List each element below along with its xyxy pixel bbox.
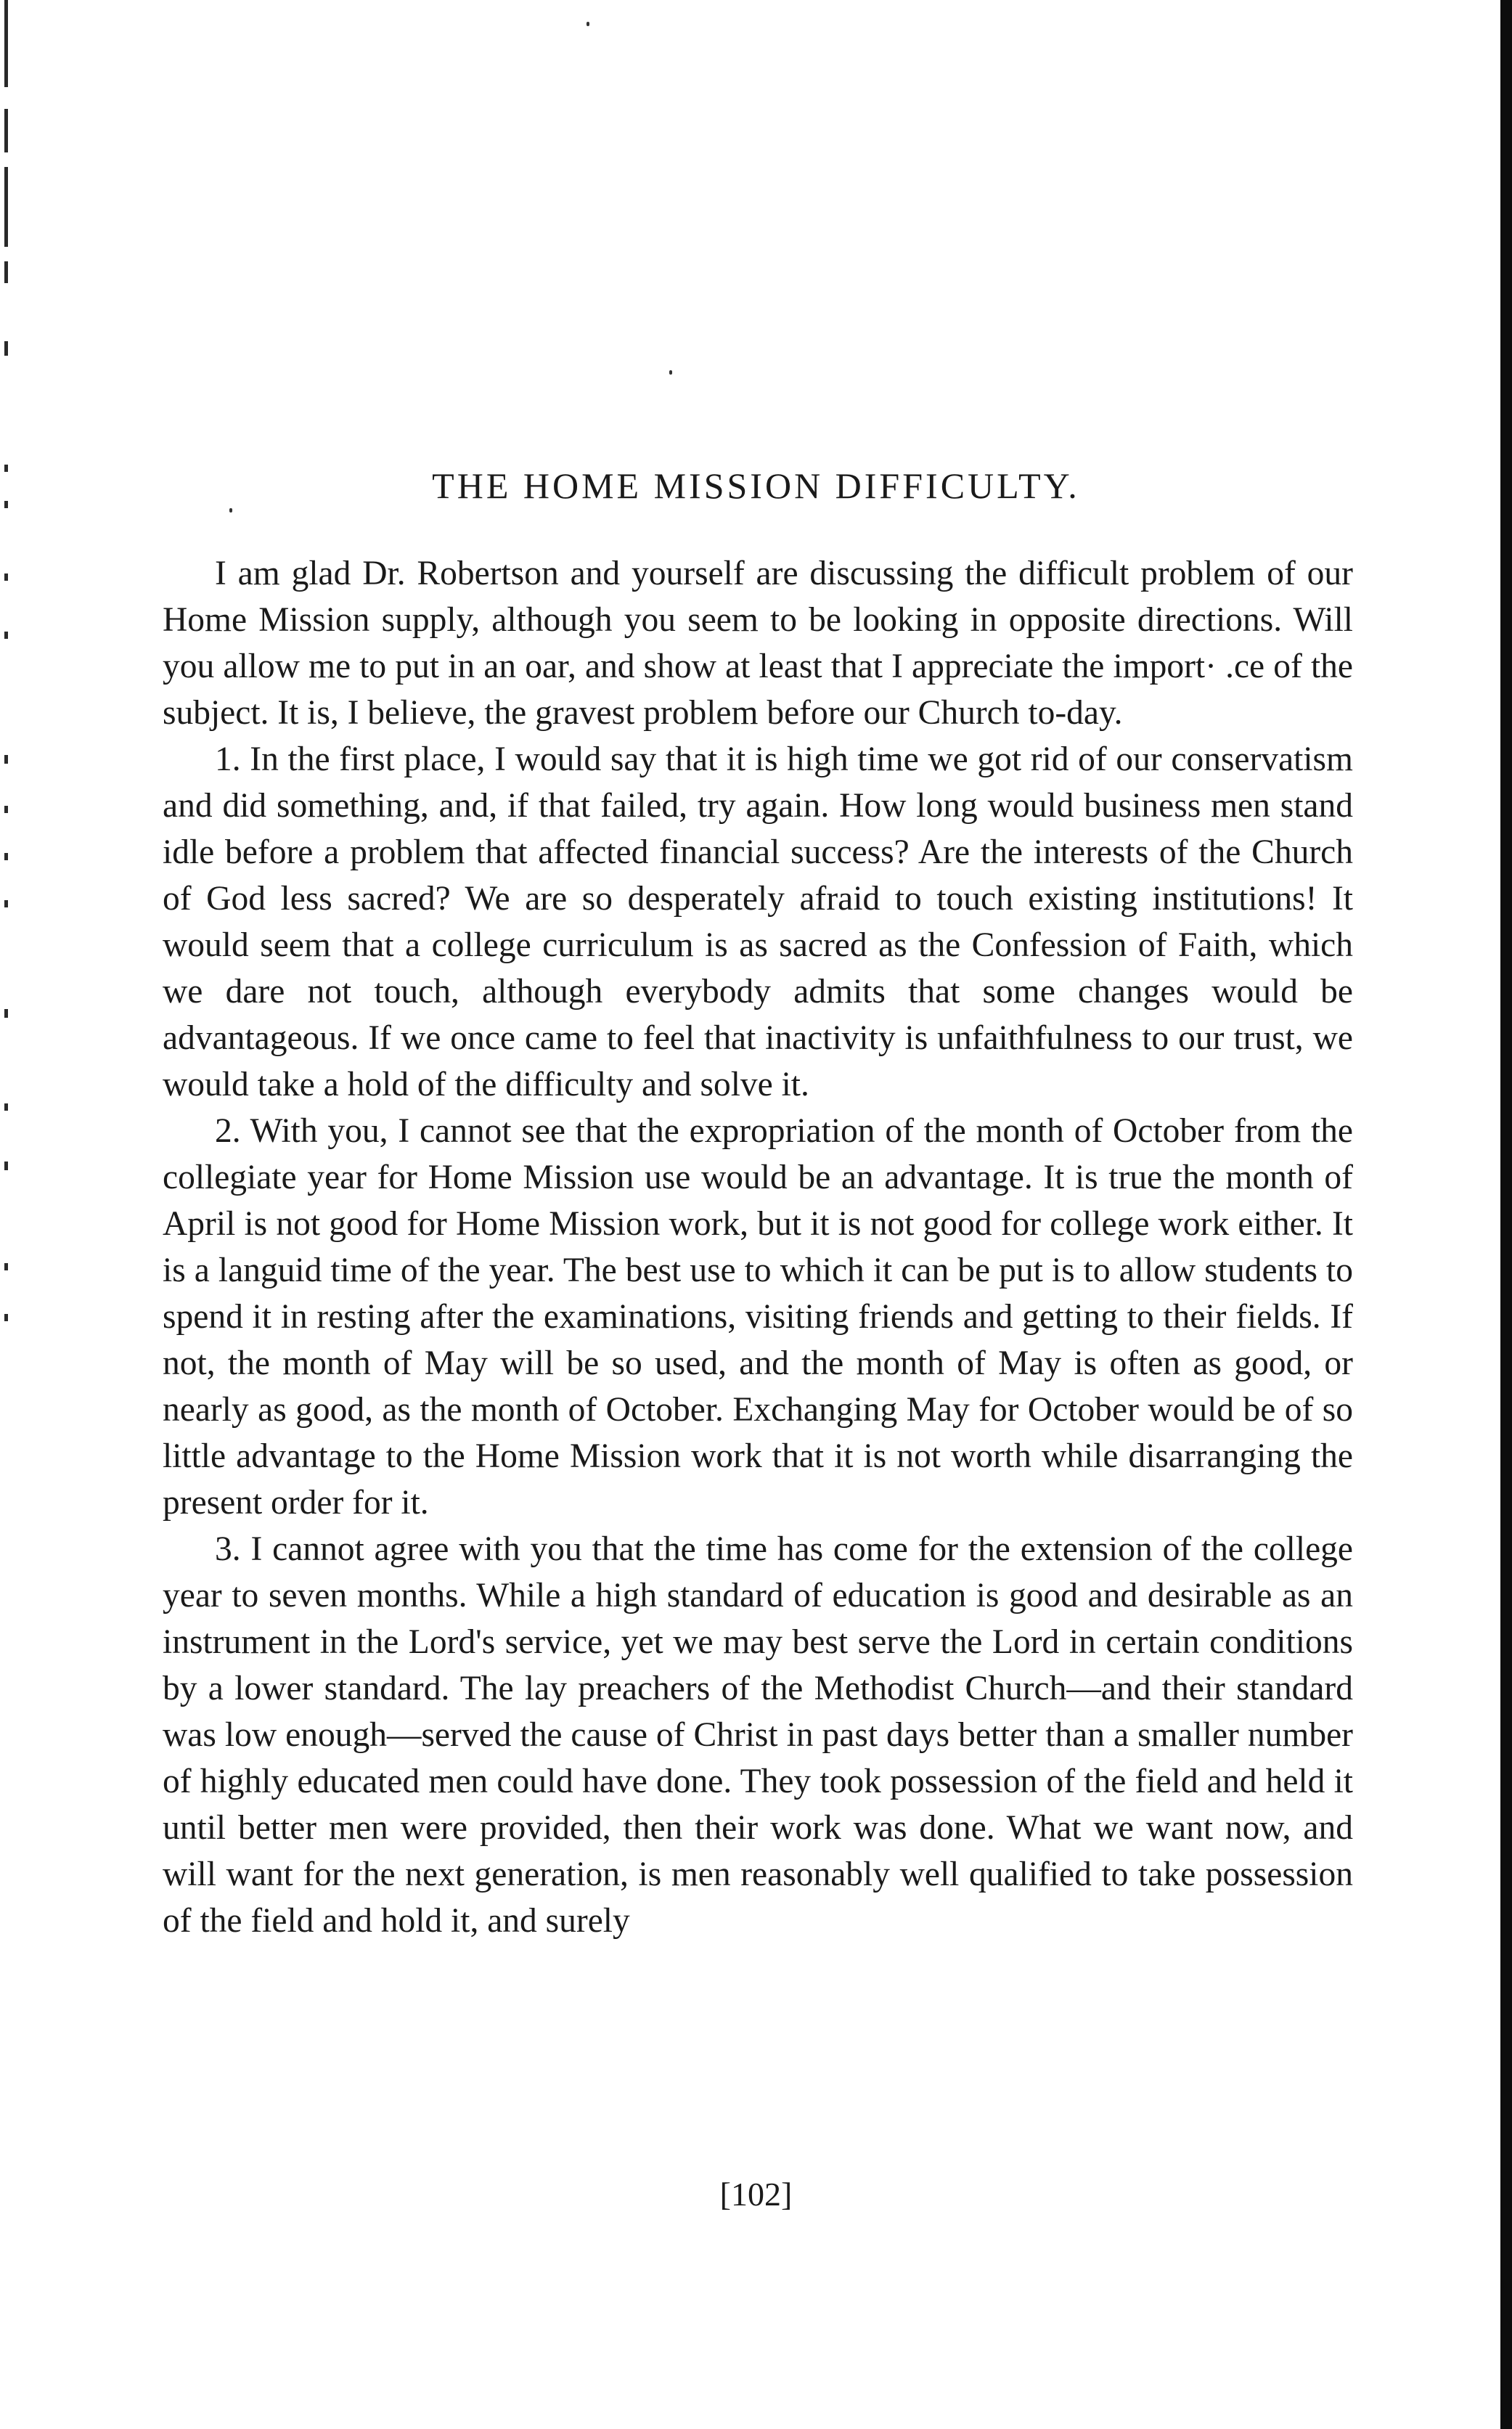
paragraph-point-1: 1. In the first place, I would say that it is high time we got rid of our conservatism and did something, and, if that failed, try again. How long would business men stand idle before a problem that affected financial success? Are the interests of the Church of God less sacred? We are so desperately afraid to touch existing institutions! It would seem that a college curriculum is as sacred as the Confession of Faith, which we dare not touch, although everybody admits that some changes would be advantageous. If we once came to feel that inactivity is unfaithfulness to our trust, we would take a hold of the difficulty and solve it. [163,740,1353,1103]
page-title: THE HOME MISSION DIFFICULTY. [432,465,1080,506]
binding-edge [0,0,13,2429]
scan-edge [1500,0,1512,2429]
paragraph-intro: I am glad Dr. Robertson and yourself are discussing the difficult problem of our Home Mission supply, although you seem to be looking in opposite directions. Will you allow me to put in an oar, and show at least that I appreciate the import· .ce of the subject. It is, I believe, the gravest problem before our Church to-day. [163,555,1353,732]
body-text [163,550,1353,1944]
print-speck [669,370,672,375]
page-number: [102] [719,2176,793,2213]
paragraph-point-3: 3. I cannot agree with you that the time has come for the extension of the college year to seven months. While a high standard of education is good and desirable as an instrument in the Lord's service, yet we may best serve the Lord in certain conditions by a lower standard. The lay preachers of the Methodist Church—and their standard was low enough—served the cause of Christ in past days better than a smaller number of highly educated men could have done. They took possession of the field and held it until better men were provided, then their work was done. What we want now, and will want for the next generation, is men reasonably well qualified to take possession of the field and hold it, and surely [163,1530,1353,1940]
print-speck [587,22,589,26]
print-speck [229,508,232,513]
paragraph-point-2: 2. With you, I cannot see that the expropriation of the month of October from the collegiate year for Home Mission use would be an advantage. It is true the month of April is not good for Home Mission work, but it is not good for college work either. It is a languid time of the year. The best use to which it can be put is to allow students to spend it in resting after the examinations, visiting friends and getting to their fields. If not, the month of May will be so used, and the month of May is often as good, or nearly as good, as the month of October. Exchanging May for October would be of so little advantage to the Home Mission work that it is not worth while disarranging the present order for it. [163,1112,1353,1522]
